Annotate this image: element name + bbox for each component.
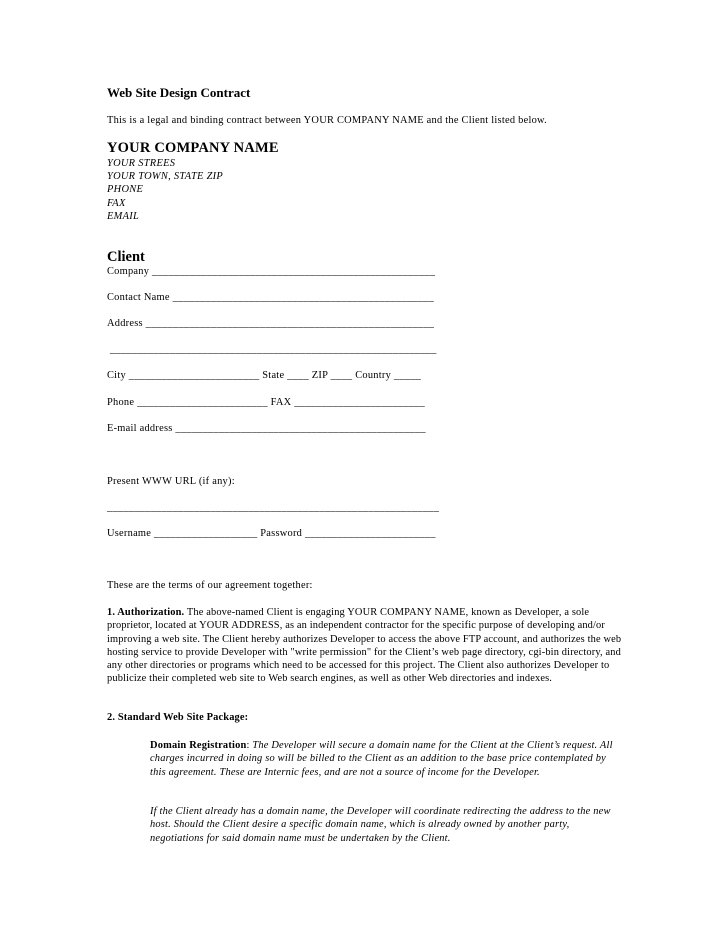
section-authorization-body: The above-named Client is engaging YOUR COMPANY NAME, known as Developer, a sole proprietor, located at YOUR ADDRESS, as an independent contractor for the specific purpose of developing and/or improving a web site. The Client hereby authorizes Developer to access the above FTP account, and authorizes the web hosting service to provide Developer with "write permission" for the Client’s web page directory, cgi-bin directory, and any other directories or programs which need to be accessed for this project. The Client also authorizes Developer to publicize their completed web site to Web search engines, as well as other Web directories and indexes. — [107, 607, 622, 685]
domain-redirect-paragraph: If the Client already has a domain name, the Developer will coordinate redirecting the address to the new host. Should the Client desire a specific domain name, which is already owned by another party, negotiations for said domain name must be undertaken by the Client. — [150, 806, 611, 844]
domain-registration-body: The Developer will secure a domain name for the Client at the Client’s request. All charges incurred in doing so will be billed to the Client as an addition to the base price contemplated by this agreement. These are Internic fees, and are not a source of income for the Developer. — [150, 740, 613, 778]
company-address-block — [107, 157, 223, 223]
client-company-field: Company ____________________________________________________ — [107, 266, 436, 277]
client-heading: Client — [107, 249, 145, 265]
section-authorization — [107, 606, 627, 686]
client-address-field: Address _____________________________________________________ — [107, 318, 435, 329]
client-contact-field: Contact Name ________________________________________________ — [107, 292, 434, 303]
terms-intro: These are the terms of our agreement together: — [107, 580, 313, 591]
company-phone: PHONE — [107, 184, 144, 196]
intro-statement: This is a legal and binding contract between YOUR COMPANY NAME and the Client listed below. — [107, 115, 547, 126]
company-city-state-zip: YOUR TOWN, STATE ZIP — [107, 171, 224, 183]
company-email: EMAIL — [107, 210, 140, 222]
domain-registration-colon: : — [246, 740, 253, 751]
company-fax: FAX — [107, 197, 126, 209]
present-url-label: Present WWW URL (if any): — [107, 476, 235, 487]
domain-registration-lead: Domain Registration — [150, 740, 247, 751]
client-address-field-2: ____________________________________________________________ — [107, 344, 437, 355]
company-name-heading: YOUR COMPANY NAME — [107, 140, 279, 156]
section-authorization-heading: 1. Authorization. — [107, 607, 185, 618]
domain-registration-paragraph — [150, 739, 620, 779]
section-package-heading — [107, 711, 627, 724]
client-email-field: E-mail address ______________________________________________ — [107, 423, 426, 434]
credentials-field: Username ___________________ Password ________________________ — [107, 528, 436, 539]
section-package-heading-text: 2. Standard Web Site Package: — [107, 712, 249, 723]
client-city-state-zip-field: City ________________________ State ____ ZIP ____ Country _____ — [107, 370, 422, 381]
present-url-field: _____________________________________________________________ — [107, 502, 440, 513]
company-street: YOUR STREES — [107, 158, 176, 169]
client-phone-fax-field: Phone ________________________ FAX ________________________ — [107, 397, 425, 408]
document-title: Web Site Design Contract — [107, 85, 251, 100]
